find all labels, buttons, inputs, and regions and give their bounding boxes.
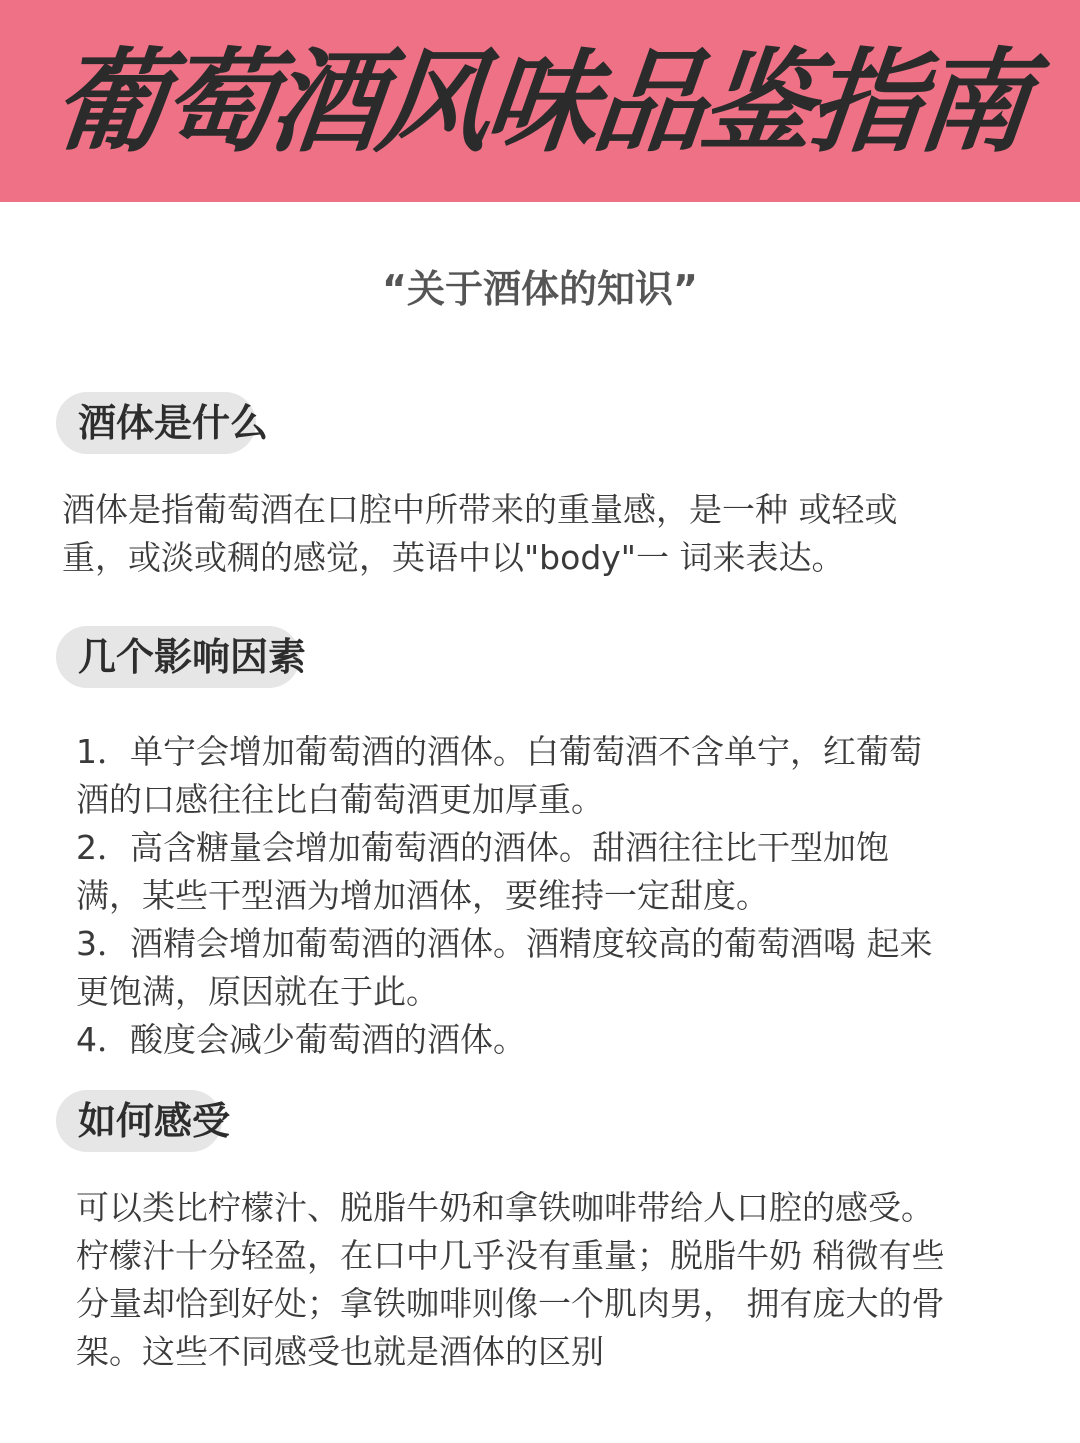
text-line: 1．单宁会增加葡萄酒的酒体。白葡萄酒不含单宁，红葡萄 [76,732,922,771]
section-paragraph-how-to-feel [76,1184,945,1376]
text-line: 4．酸度会减少葡萄酒的酒体。 [76,1020,526,1059]
text-line: 重，或淡或稠的感觉，英语中以"body"一 词来表达。 [62,538,845,577]
text-line: 2．高含糖量会增加葡萄酒的酒体。甜酒往往比干型加饱 [76,828,889,867]
section-heading-label: 几个影响因素 [78,635,307,679]
page-title: 葡萄酒风味品鉴指南 [47,38,1033,168]
section-paragraph-factors [76,728,933,1064]
section-heading-label: 如何感受 [78,1099,231,1143]
text-line: 满，某些干型酒为增加酒体，要维持一定甜度。 [76,876,769,915]
text-line: 酒的口感往往比白葡萄酒更加厚重。 [76,780,604,819]
text-line: 柠檬汁十分轻盈，在口中几乎没有重量；脱脂牛奶 稍微有些 [76,1236,945,1275]
title-banner [0,0,1080,202]
text-line: 可以类比柠檬汁、脱脂牛奶和拿铁咖啡带给人口腔的感受。 [76,1188,934,1227]
text-line: 更饱满，原因就在于此。 [76,972,439,1011]
text-line: 架。这些不同感受也就是酒体的区别 [76,1332,604,1371]
text-line: 酒体是指葡萄酒在口腔中所带来的重量感，是一种 或轻或 [62,490,898,529]
section-heading-label: 酒体是什么 [78,401,269,445]
subtitle: “关于酒体的知识” [382,267,698,311]
text-line: 3．酒精会增加葡萄酒的酒体。酒精度较高的葡萄酒喝 起来 [76,924,933,963]
section-paragraph-what-is-body [62,486,898,582]
text-line: 分量却恰到好处；拿铁咖啡则像一个肌肉男， 拥有庞大的骨 [76,1284,945,1323]
